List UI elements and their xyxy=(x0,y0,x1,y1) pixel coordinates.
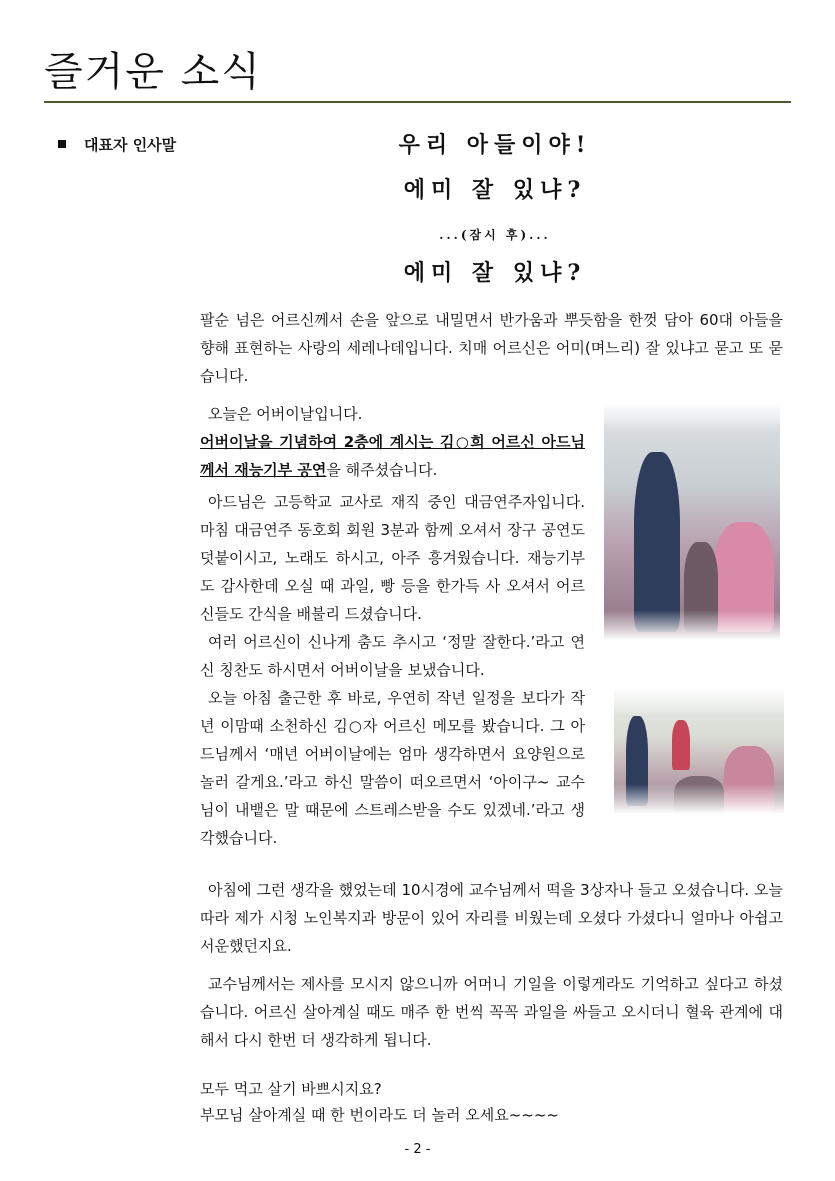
page-title: 즐거운 소식 xyxy=(44,49,262,95)
photo-fade xyxy=(614,784,784,814)
section-label: 대표자 인사말 xyxy=(84,136,177,154)
paragraph-3 xyxy=(200,488,585,852)
paragraph-2-intro: 오늘은 어버이날입니다. xyxy=(208,405,363,423)
performer-figure xyxy=(672,720,690,770)
performance-photo-1 xyxy=(604,402,780,640)
paragraph-2 xyxy=(200,400,585,484)
paragraph-2-main xyxy=(200,428,585,484)
page-number: - 2 - xyxy=(404,1142,431,1157)
closing-line-2: 부모님 살아계실 때 한 번이라도 더 놀러 오세요~~~~ xyxy=(200,1106,559,1124)
photo-fade xyxy=(604,610,780,640)
section-heading xyxy=(58,134,176,155)
paragraph-3a: 아드님은 고등학교 교사로 재직 중인 대금연주자입니다. 마침 대금연주 동호회 회원 3분과 함께 오셔서 장구 공연도 덧붙이시고, 노래도 하시고, 아주 흥겨웠습니다. 재능기부도 감사한데 오실 때 과일, 빵 등을 한가득 사 오셔서 어르신들도 간식을 배불리 드셨습니다. xyxy=(200,493,585,623)
underlined-text: 어버이날을 기념하여 2층에 계시는 김○희 어르신 아드님께서 재능기부 공연 xyxy=(200,433,585,479)
paragraph-2-tail: 을 해주셨습니다. xyxy=(326,461,438,479)
headline-line-1: 우리 아들이야! xyxy=(398,132,592,158)
closing-line-1: 모두 먹고 살기 바쁘시지요? xyxy=(200,1080,382,1098)
headline-line-3: ...(잠시 후)... xyxy=(439,228,551,242)
paragraph-3b: 여러 어르신이 신나게 춤도 추시고 ‘정말 잘한다.’라고 연신 칭찬도 하시면서 어버이날을 보냈습니다. xyxy=(200,633,585,679)
performer-figure xyxy=(634,452,680,632)
photo-fade xyxy=(614,686,784,716)
headline-line-2: 에미 잘 있냐? xyxy=(403,177,587,203)
photo-fade xyxy=(604,402,780,432)
paragraph-1: 팔순 넘은 어르신께서 손을 앞으로 내밀면서 반가움과 뿌듯함을 한껏 담아 60대 아들을 향해 표현하는 사랑의 세레나데입니다. 치매 어르신은 어미(며느리) 잘 있냐고 묻고 또 묻습니다. xyxy=(200,311,783,385)
title-divider xyxy=(44,101,791,103)
paragraph-5: 교수님께서는 제사를 모시지 않으니까 어머니 기일을 이렇게라도 기억하고 싶다고 하셨습니다. 어르신 살아계실 때도 매주 한 번씩 꼭꼭 과일을 싸들고 오시더니 혈육 관계에 대해서 다시 한번 더 생각하게 됩니다. xyxy=(200,975,783,1049)
paragraph-4: 아침에 그런 생각을 했었는데 10시경에 교수님께서 떡을 3상자나 들고 오셨습니다. 오늘따라 제가 시청 노인복지과 방문이 있어 자리를 비웠는데 오셨다 가셨다니 얼마나 아쉽고 서운했던지요. xyxy=(200,881,783,955)
headline-line-4: 에미 잘 있냐? xyxy=(403,260,587,286)
closing-paragraph xyxy=(200,1076,783,1128)
performance-photo-2 xyxy=(614,686,784,814)
paragraph-3c: 오늘 아침 출근한 후 바로, 우연히 작년 일정을 보다가 작년 이맘때 소천하신 김○자 어르신 메모를 봤습니다. 그 아드님께서 ‘매년 어버이날에는 엄마 생각하면서 요양원으로 놀러 갈게요.’라고 하신 말씀이 떠오르면서 ‘아이구~ 교수님이 내뱉은 말 때문에 스트레스받을 수도 있겠네.’라고 생각했습니다. xyxy=(200,689,585,847)
square-bullet-icon xyxy=(58,140,66,148)
